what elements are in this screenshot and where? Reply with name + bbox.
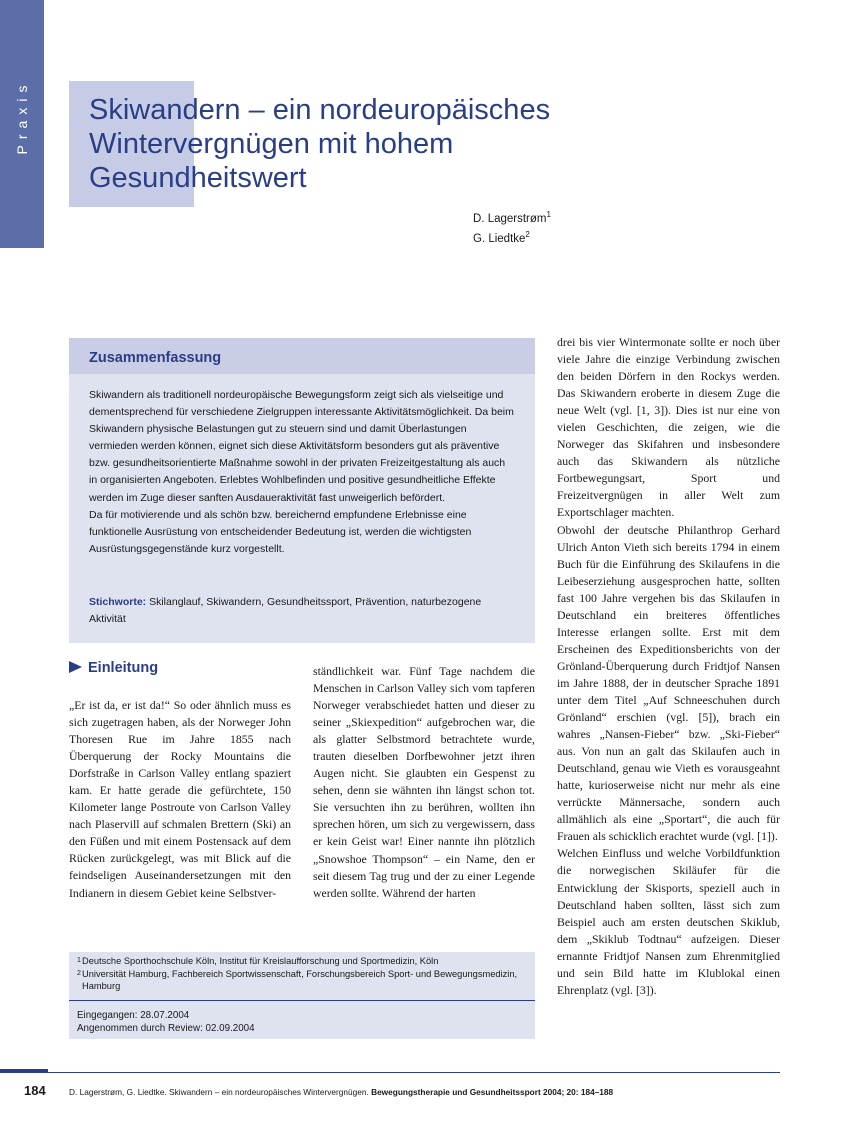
submission-dates [77,1009,255,1035]
article-title: Skiwandern – ein nordeuropäisches Wintervergnügen mit hohem Gesundheitswert [89,94,551,194]
section-tab-label: Praxis [14,79,30,155]
author: G. Liedtke$^2$ [473,229,530,245]
keywords-list: Skilanglauf, Skiwandern, Gesundheitssport, Prävention, naturbezogene Aktivität [89,596,482,625]
abstract-text [89,387,514,558]
body-column-1 [69,697,291,902]
body-column-3 [557,334,780,999]
abstract-paragraph: Skiwandern als traditionell nordeuropäische Bewegungsform zeigt sich als vielseitige und dementsprechend für verschiedene Zielgruppen interessante Aktivitätsmöglichkeit. Da beim Skiwandern physische Belastungen gut zu steuern sind und damit Überlastungen vermieden werden können, eignet sich diese Aktivitätsform besonders gut als präventive bzw. gesundheitsorientierte Maßnahme sowohl in der privaten Freizeitgestaltung als auch in organisierten Angeboten. Erlebtes Wohlbefinden und positive gesundheitliche Effekte werden im Zuge dieser sanften Ausdaueraktivität fast unweigerlich befördert. [89,389,514,504]
section-heading-einleitung: Einleitung [69,660,158,676]
received-date: Eingegangen: 28.07.2004 [77,1010,190,1021]
body-paragraph: drei bis vier Wintermonate sollte er noch über viele Jahre die einzige Verbindung zwischen den beiden Dörfern in den Rockys werden. Das Skiwandern eroberte in diesem Zuge die neue Welt (vgl. [1, 3]). Dies ist nur eine von vielen Geschichten, die zeigen, wie die Norweger das Skifahren und insbesondere auch das Skiwandern als nützliche Fortbewegungsart, Sport und Freizeitvergnügen in aller Welt zum Exportschlager machten. [557,335,780,520]
abstract-paragraph: Da für motivierende und als schön bzw. bereichernd empfundene Erlebnisse eine funktionelle Ausrüstung von entscheidender Bedeutung ist, werden die wichtigsten Ausrüstungsgegenstände kurz vorgestellt. [89,508,472,555]
body-paragraph: „Er ist da, er ist da!“ So oder ähnlich muss es sich zugetragen haben, als der Norweger John Thoresen Rue im Jahre 1855 nach Überquerung der Rocky Mountains die Dorfstraße in Carlson Valley entlang spaziert kam. Er hatte gerade die gefürchtete, 150 Kilometer lange Postroute von Carlson Valley nach Plaservill auf schmalen Brettern (Ski) an den Füßen und mit einem Postensack auf dem Rücken zurückgelegt, was mit Blick auf die feindseligen Auseinandersetzungen mit den Indianern in diesem Gebiet keine Selbstver- [69,698,291,900]
accepted-date: Angenommen durch Review: 02.09.2004 [77,1023,255,1035]
body-paragraph: Obwohl der deutsche Philanthrop Gerhard Ulrich Anton Vieth sich bereits 1794 in einem Buch für die Einführung des Skilaufens in die Leibeserziehung ausgesprochen hatte, sollten fast 100 Jahre vergehen bis das Skilaufen in Deutschland ein breiteres öffentliches Interesse erlangen sollte. Erst mit dem Erscheinen des Expeditionsberichts von der Grönland-Überquerung durch Fridtjof Nansen im Jahre 1888, der in deutscher Sprache 1891 unter dem Titel „Auf Schneeschuhen durch Grönland“ erschien (vgl. [5]), brach ein wahres „Nansen-Fieber“ bzw. „Ski-Fieber“ aus. Von nun an galt das Skilaufen auch in Deutschland, genau wie Vieth es vorausgeahnt hatte, kurioserweise nicht nur mehr als eine verrückte Männersache, sondern auch allmählich als eine „Sportart“, die auch für Frauen als schicklich erachtet wurde (vgl. [1]). [557,522,780,844]
keywords-label: Stichworte: [89,596,147,608]
keywords [89,594,514,628]
author: D. Lagerstrøm$^1$ [473,210,551,225]
affiliations [77,955,535,993]
citation-line: D. Lagerstrøm, G. Liedtke. Skiwandern – ein nordeuropäisches Wintervergnügen. Bewegungstherapie und Gesundheitssport 2004; 20: 184–188 [69,1087,614,1097]
body-paragraph: ständlichkeit war. Fünf Tage nachdem die Menschen in Carlson Valley sich vom tapferen Norweger verabschiedet hatten und dieser zu seiner „Skiexpedition“ aufgebrochen war, die als glatter Selbstmord betrachtete wurde, trauten dieselben Dorfbewohner jetzt ihren Augen nicht. Sie glaubten ein Gespenst zu sehen, denn sie wähnten ihn längst schon tot. Sie versuchten ihn zu berühren, wollten ihn sprechen hören, um sich zu vergewissern, dass er kein Geist war! Einer nannte ihn plötzlich „Snowshoe Thompson“ – ein Name, den er seit diesem Tag trug und der zu einer Legende werden sollte. Während der harten [313,664,535,900]
page-rule [48,1072,780,1073]
abstract-heading: Zusammenfassung [89,350,222,366]
author-list [473,207,551,247]
body-paragraph: Welchen Einfluss und welche Vorbildfunktion die norwegischen Skiläufer für die Entwicklung der Skisports, speziell auch in Deutschland haben sollten, lässt sich zum Beispiel auch am ersten deutschen Skiklub, dem „Skiklub Todtnau“ aufzeigen. Dieser ernannte Fridtjof Nansen zum Ehrenmitglied und sein Bild hatte im Klublokal einen Ehrenplatz (vgl. [3]). [557,846,780,997]
affiliation: 1 Deutsche Sporthochschule Köln, Institut für Kreislaufforschung und Sportmedizin, Köln [77,956,439,966]
page-rule-accent [0,1069,48,1073]
affiliation: 2 Universität Hamburg, Fachbereich Sportwissenschaft, Forschungsbereich Sport- und Bewegungsmedizin, Hamburg [77,968,518,992]
body-column-2 [313,663,535,902]
arrow-right-icon [69,661,82,673]
page-number: 184 [24,1083,46,1098]
